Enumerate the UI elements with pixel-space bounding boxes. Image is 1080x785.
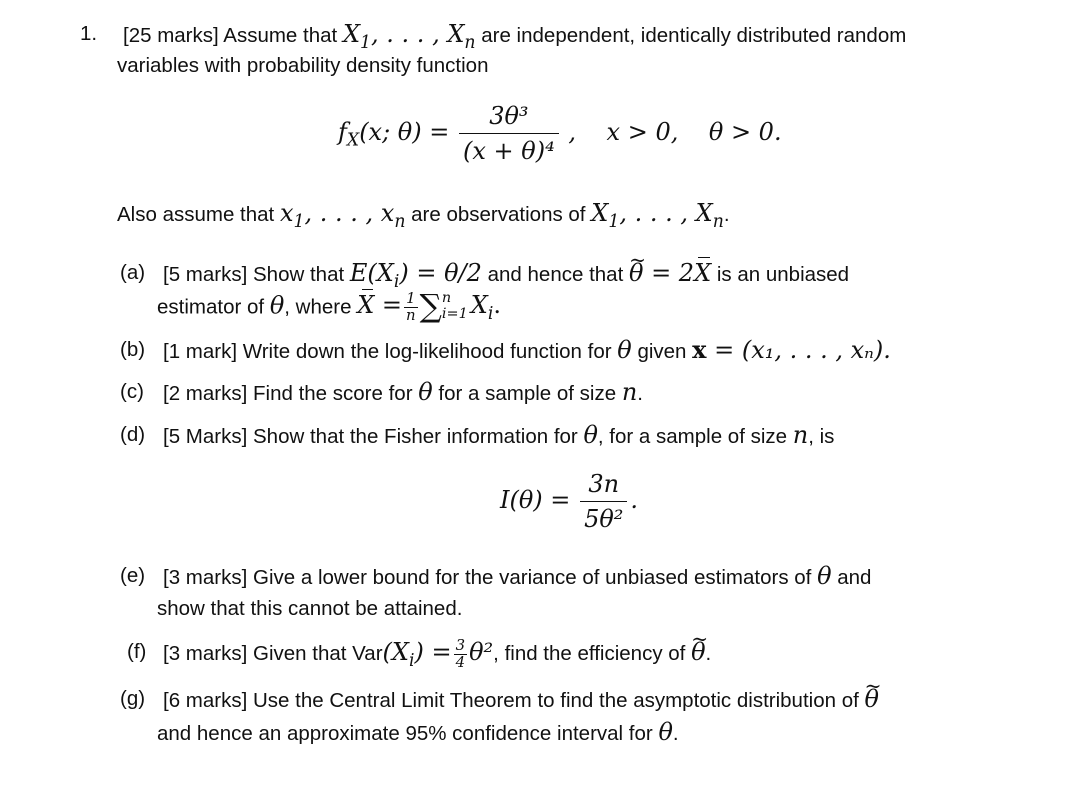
fisher-information-equation	[500, 470, 638, 533]
part-a-marks: [5 marks]	[163, 263, 248, 286]
part-a-text-2: and hence that	[487, 263, 624, 286]
pdf-denominator: (x + θ)⁴	[463, 137, 555, 165]
part-a-label: (a)	[120, 261, 146, 284]
also-assume-text: Also assume that	[117, 203, 275, 226]
part-d-n: n	[792, 421, 809, 449]
question-number: 1.	[80, 22, 98, 45]
part-d-text: Show that the Fisher information for	[253, 425, 578, 448]
part-a-text-1: Show that	[253, 263, 345, 286]
part-c-text-2: for a sample of size	[438, 382, 617, 405]
part-d-end: , is	[808, 425, 835, 448]
fisher-numerator: 3n	[580, 470, 627, 502]
pdf-numerator: 3θ³	[459, 102, 559, 134]
random-variables-math: $X_1$, . . . , $X_n$	[342, 20, 476, 53]
part-d-theta: θ	[583, 421, 598, 449]
part-f-text-2: , find the efficiency of	[493, 642, 686, 665]
part-a-text-3: is an unbiased	[716, 263, 850, 286]
part-f-line	[163, 638, 711, 670]
also-assume-end: .	[723, 203, 730, 226]
part-d-marks: [5 Marks]	[163, 425, 248, 448]
fisher-denominator: 5θ²	[584, 505, 624, 533]
part-b-text: Write down the log-likelihood function for	[242, 340, 612, 363]
question-intro-text: Assume that	[223, 24, 338, 47]
part-g-theta: θ	[658, 718, 673, 746]
part-a-mean-formula: X = $\frac{1}{n}$ ∑ n i=1 $X_i$.	[357, 289, 501, 326]
part-e-line-2: show that this cannot be attained.	[157, 597, 463, 620]
part-e-line-1	[163, 562, 871, 592]
pdf-lhs-args: (x; θ) =	[359, 117, 450, 146]
question-marks: [25 marks]	[123, 24, 219, 47]
part-a-expectation: $E(X_i) = \theta/2$	[349, 259, 482, 292]
part-g-estimator: ~ θ	[865, 685, 879, 713]
part-d-line	[163, 421, 834, 451]
part-a-text-4: estimator of	[157, 295, 265, 319]
part-e-label: (e)	[120, 564, 146, 587]
part-c-n: n	[621, 378, 638, 406]
part-e-theta: θ	[817, 562, 832, 590]
pdf-condition: , x > 0, θ > 0.	[568, 117, 782, 146]
part-f-variance: $(X_i)$ = $\frac{3}{4}$ θ²	[382, 636, 494, 671]
fisher-info-symbol: I	[500, 485, 510, 514]
part-f-text: Given that Var	[253, 642, 383, 665]
part-c-text: Find the score for	[253, 382, 413, 405]
also-assume-line	[117, 199, 730, 232]
part-g-line-1	[163, 685, 879, 715]
part-d-text-2: , for a sample of size	[597, 425, 788, 448]
part-g-marks: [6 marks]	[163, 689, 248, 712]
part-e-text: Give a lower bound for the variance of unbiased estimators of	[253, 566, 812, 589]
part-f-estimator: ~ θ	[691, 638, 705, 666]
part-c-end: .	[637, 382, 643, 405]
part-f-label: (f)	[127, 640, 147, 663]
part-b-marks: [1 mark]	[163, 340, 238, 363]
part-g-end: .	[672, 722, 679, 745]
part-g-text: Use the Central Limit Theorem to find the asymptotic distribution of	[253, 689, 859, 712]
part-b-theta: θ	[617, 336, 632, 364]
part-e-marks: [3 marks]	[163, 566, 248, 589]
fisher-end: .	[630, 485, 639, 514]
part-b-vector: = (x₁, . . . , xₙ).	[706, 336, 891, 364]
part-d-label: (d)	[120, 423, 146, 446]
part-a-estimator: ~ θ = 2X	[629, 259, 711, 287]
part-b-bold-x: x	[692, 335, 707, 364]
also-assume-mid: are observations of	[411, 203, 586, 226]
fisher-info-arg: (θ) =	[509, 485, 571, 514]
part-e-and: and	[837, 566, 872, 589]
part-g-line-2	[157, 718, 679, 748]
part-c-theta: θ	[418, 378, 433, 406]
part-c-line	[163, 378, 643, 408]
pdf-lhs-sub: X	[346, 130, 360, 151]
part-g-text-2: and hence an approximate 95% confidence interval for	[157, 722, 653, 745]
pdf-equation	[338, 102, 782, 165]
variables-math: $X_1$, . . . , $X_n$	[591, 199, 724, 232]
part-f-end: .	[705, 642, 712, 665]
part-b-line	[163, 336, 891, 366]
part-c-marks: [2 marks]	[163, 382, 248, 405]
part-a-line-1	[163, 259, 850, 292]
part-g-label: (g)	[120, 687, 146, 710]
question-intro-line-2: variables with probability density function	[117, 54, 489, 77]
part-a-where: , where	[284, 295, 352, 319]
part-c-label: (c)	[120, 380, 144, 403]
part-b-given: given	[637, 340, 687, 363]
pdf-fraction	[459, 102, 559, 165]
part-f-marks: [3 marks]	[163, 642, 248, 665]
part-a-theta: θ	[269, 291, 285, 320]
question-intro-line-1	[123, 20, 907, 53]
pdf-lhs-f: f	[338, 117, 347, 146]
question-intro-text-2: are independent, identically distributed random	[481, 24, 907, 47]
observations-math: $x_1$, . . . , $x_n$	[279, 199, 406, 232]
part-b-label: (b)	[120, 338, 146, 361]
fisher-fraction	[580, 470, 627, 533]
part-a-line-2	[157, 291, 501, 324]
